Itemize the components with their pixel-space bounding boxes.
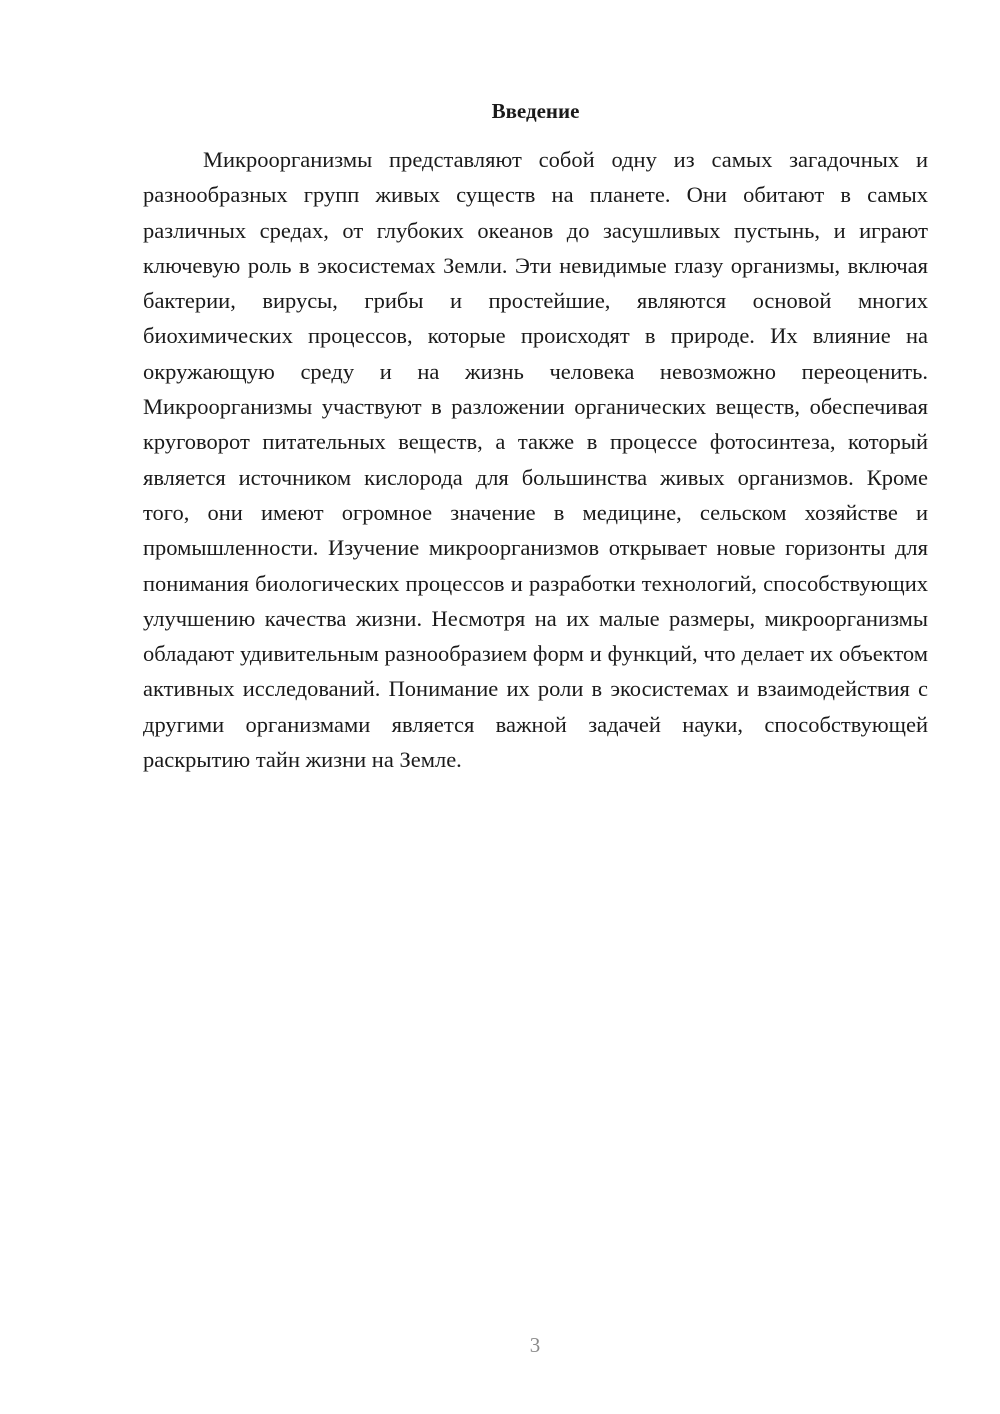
page-number: 3: [529, 1333, 541, 1357]
section-heading: Введение: [491, 99, 580, 123]
body-paragraph: Микроорганизмы представляют собой одну из самых загадочных и разнообразных групп живых существ на планете. Они обитают в самых различных средах, от глубоких океанов до засушливых пустынь, и играют ключевую роль в экосистемах Земли. Эти невидимые глазу организмы, включая бактерии, вирусы, грибы и простейшие, являются основой многих биохимических процессов, которые происходят в природе. Их влияние на окружающую среду и на жизнь человека невозможно переоценить. Микроорганизмы участвуют в разложении органических веществ, обеспечивая круговорот питательных веществ, а также в процессе фотосинтеза, который является источником кислорода для большинства живых организмов. Кроме того, они имеют огромное значение в медицине, сельском хозяйстве и промышленности. Изучение микроорганизмов открывает новые горизонты для понимания биологических процессов и разработки технологий, способствующих улучшению качества жизни. Несмотря на их малые размеры, микроорганизмы обладают удивительным разнообразием форм и функций, что делает их объектом активных исследований. Понимание их роли в экосистемах и взаимодействия с другими организмами является важной задачей науки, способствующей раскрытию тайн жизни на Земле.: [143, 147, 928, 773]
